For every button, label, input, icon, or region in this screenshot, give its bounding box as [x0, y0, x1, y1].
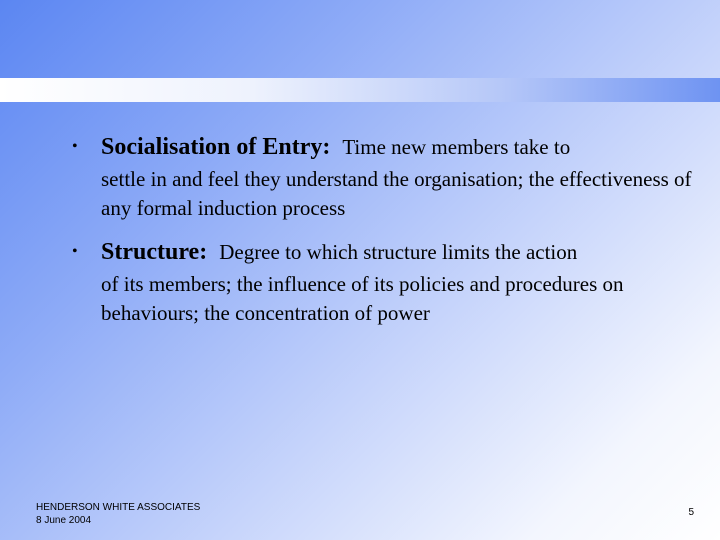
bullet-socialisation-of-entry: [72, 132, 692, 223]
footer: [36, 501, 200, 527]
bullet-heading: Structure:: [101, 239, 208, 265]
footer-date: 8 June 2004: [36, 515, 92, 526]
bullet-dot-icon: •: [72, 243, 78, 260]
bullet-text-continuation: settle in and feel they understand the organisation; the effectiveness of any formal induction process: [101, 167, 692, 220]
footer-company: HENDERSON WHITE ASSOCIATES: [36, 502, 201, 513]
bullet-text-first-line: Degree to which structure limits the action: [219, 240, 578, 264]
bullet-structure: [72, 237, 692, 328]
page-number: 5: [688, 507, 694, 518]
bullet-text-first-line: Time new members take to: [342, 135, 571, 159]
slide-body: [72, 132, 692, 328]
bullet-text-continuation: of its members; the influence of its policies and procedures on behaviours; the concentration of power: [101, 272, 624, 325]
bullet-heading: Socialisation of Entry:: [101, 134, 331, 160]
bullet-dot-icon: •: [72, 138, 78, 155]
header-gradient-band: [0, 78, 720, 102]
